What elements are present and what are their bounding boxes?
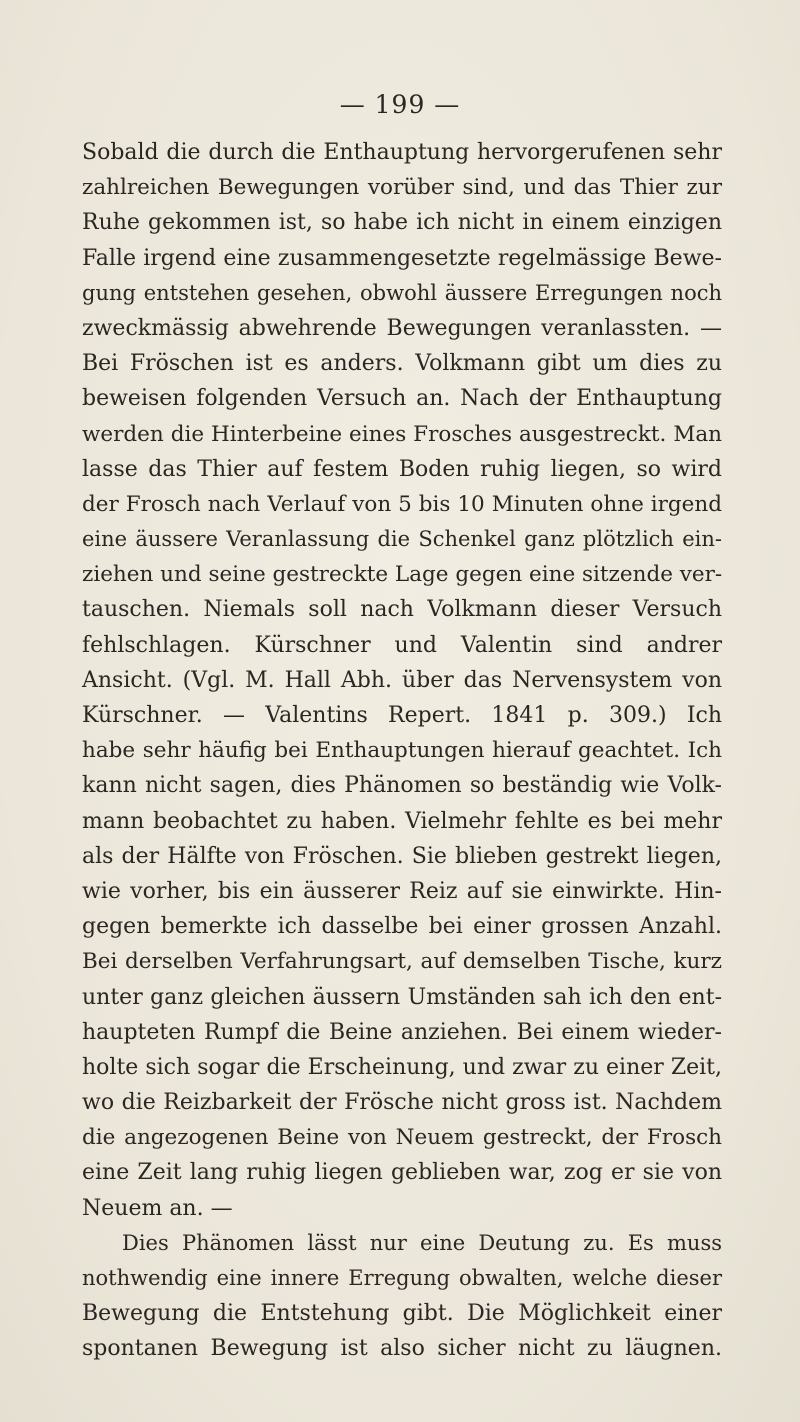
text-line: zahlreichen Bewegungen vorüber sind, und das Thier zur (82, 175, 722, 201)
text-line: Bei derselben Verfahrungsart, auf demselben Tische, kurz (82, 949, 722, 975)
paragraph-1 (82, 135, 722, 1226)
text-line: werden die Hinterbeine eines Frosches ausgestreckt. Man (82, 421, 722, 447)
text-line: kann nicht sagen, dies Phänomen so beständig wie Volk- (82, 773, 722, 799)
text-line: Ansicht. (Vgl. M. Hall Abh. über das Nervensystem von (82, 667, 722, 693)
text-line: nothwendig eine innere Erregung obwalten, welche dieser (82, 1266, 722, 1290)
text-line: Sobald die durch die Enthauptung hervorgerufenen sehr (82, 140, 722, 165)
page-number: — 199 — (339, 90, 461, 119)
text-line: tauschen. Niemals soll nach Volkmann dieser Versuch (82, 597, 722, 623)
text-line: beweisen folgenden Versuch an. Nach der Enthauptung (82, 386, 722, 412)
text-line: Bewegung die Entstehung gibt. Die Möglichkeit einer (82, 1301, 722, 1327)
text-line: die angezogenen Beine von Neuem gestreckt, der Frosch (82, 1125, 722, 1151)
text-line: wo die Reizbarkeit der Frösche nicht gross ist. Nachdem (82, 1090, 722, 1116)
text-line: Ruhe gekommen ist, so habe ich nicht in einem einzigen (82, 210, 722, 236)
text-line: als der Hälfte von Fröschen. Sie blieben gestrekt liegen, (82, 843, 722, 869)
paragraph-2 (82, 1226, 722, 1367)
text-line: ziehen und seine gestreckte Lage gegen eine sitzende ver- (82, 562, 723, 588)
text-line: wie vorher, bis ein äusserer Reiz auf sie einwirkte. Hin- (82, 878, 722, 904)
body-text (82, 135, 722, 1367)
text-line: Kürschner. — Valentins Repert. 1841 p. 309.) Ich (82, 703, 722, 728)
text-line: lasse das Thier auf festem Boden ruhig liegen, so wird (82, 456, 722, 482)
text-line: eine äussere Veranlassung die Schenkel ganz plötzlich ein- (82, 527, 722, 552)
text-line: mann beobachtet zu haben. Vielmehr fehlte es bei mehr (82, 808, 722, 834)
text-line: unter ganz gleichen äussern Umständen sah ich den ent- (82, 984, 722, 1010)
text-line: habe sehr häufig bei Enthauptungen hierauf geachtet. Ich (82, 738, 722, 764)
text-line: spontanen Bewegung ist also sicher nicht zu läugnen. (82, 1336, 722, 1362)
text-line: fehlschlagen. Kürschner und Valentin sind andrer (82, 632, 722, 658)
text-line: Bei Fröschen ist es anders. Volkmann gibt um dies zu (82, 351, 722, 377)
text-line: holte sich sogar die Erscheinung, und zwar zu einer Zeit, (82, 1054, 722, 1080)
text-line: gung entstehen gesehen, obwohl äussere Erregungen noch (82, 280, 722, 305)
text-line: Dies Phänomen lässt nur eine Deutung zu. Es muss (122, 1230, 722, 1255)
text-line: der Frosch nach Verlauf von 5 bis 10 Minuten ohne irgend (82, 491, 722, 517)
text-line: gegen bemerkte ich dasselbe bei einer grossen Anzahl. (82, 914, 722, 940)
text-line: zweckmässig abwehrende Bewegungen veranlassten. — (82, 315, 722, 341)
text-line: eine Zeit lang ruhig liegen geblieben war, zog er sie von (82, 1160, 722, 1186)
text-line: haupteten Rumpf die Beine anziehen. Bei einem wieder- (82, 1019, 722, 1045)
text-line: Falle irgend eine zusammengesetzte regelmässige Bewe- (82, 245, 722, 271)
text-line: Neuem an. — (82, 1195, 233, 1221)
